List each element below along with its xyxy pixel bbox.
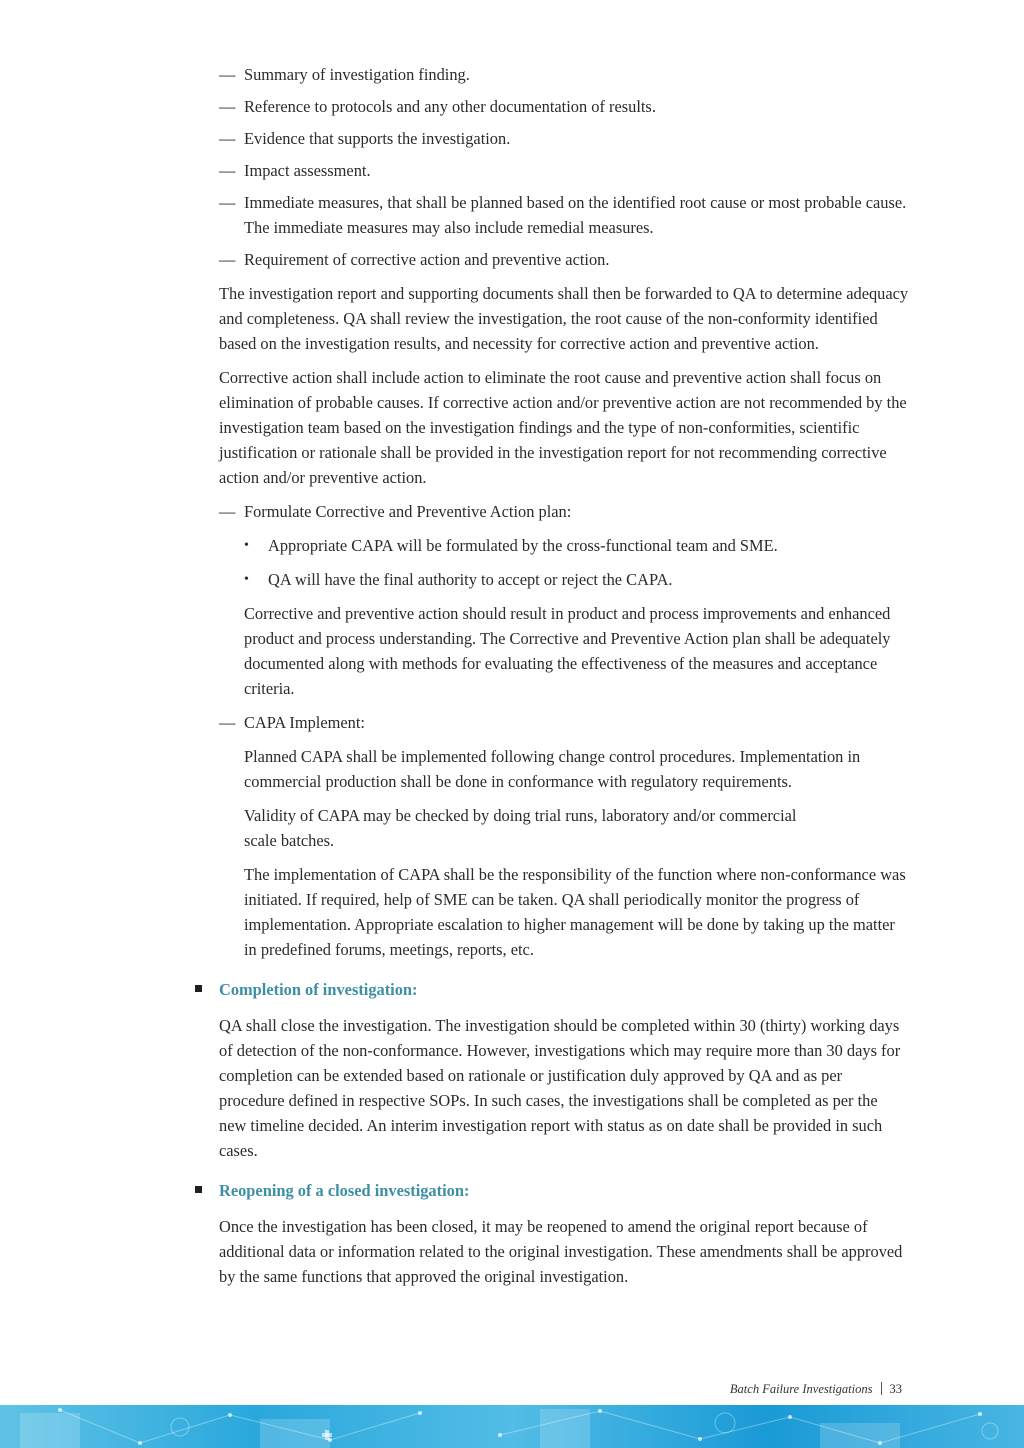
page-footer — [730, 1382, 902, 1397]
capa-plan-block — [219, 533, 909, 701]
page-number: 33 — [889, 1382, 902, 1396]
capa-implement-paragraph: The implementation of CAPA shall be the responsibility of the function where non-conformance was initiated. If required, help of SME can be taken. QA shall periodically monitor the progress of implementation. Appropriate escalation to higher management will be done by taking up the matter in predefined forums, meetings, reports, etc. — [244, 865, 906, 959]
network-pattern-icon — [0, 1405, 1024, 1448]
completion-heading-text: Completion of investigation: — [219, 980, 418, 999]
corrective-action-paragraph: Corrective action shall include action to eliminate the root cause and preventive action shall focus on elimination of probable causes. If corrective action and/or preventive action are not recommended by the investigation team based on the investigation findings and the type of non-conformities, scientific justification or rationale shall be provided in the investigation report for not recommending corrective action and/or preventive action. — [219, 368, 907, 487]
list-item: — Impact assessment. — [219, 158, 909, 183]
list-item: • QA will have the final authority to accept or reject the CAPA. — [244, 567, 909, 592]
decorative-footer-band — [0, 1405, 1024, 1448]
list-item: — Immediate measures, that shall be planned based on the identified root cause or most probable cause. The immediate measures may also include remedial measures. — [219, 190, 909, 240]
reopening-heading — [219, 1178, 909, 1203]
list-item: — Requirement of corrective action and preventive action. — [219, 247, 909, 272]
square-bullet-icon — [195, 985, 202, 992]
capa-plan-paragraph: Corrective and preventive action should result in product and process improvements and enhanced product and process understanding. The Corrective and Preventive Action plan shall be adequately documented along with methods for evaluating the effectiveness of the measures and acceptance criteria. — [244, 604, 891, 698]
square-bullet-icon — [195, 1186, 202, 1193]
main-content — [219, 62, 909, 1298]
capa-implement-paragraph: Validity of CAPA may be checked by doing trial runs, laboratory and/or commercial scale batches. — [244, 806, 797, 850]
capa-implement-paragraph: Planned CAPA shall be implemented following change control procedures. Implementation in commercial production shall be done in conformance with regulatory requirements. — [244, 747, 861, 791]
list-item: • Appropriate CAPA will be formulated by the cross-functional team and SME. — [244, 533, 909, 558]
reopening-heading-text: Reopening of a closed investigation: — [219, 1181, 470, 1200]
reopening-paragraph: Once the investigation has been closed, it may be reopened to amend the original report because of additional data or information related to the original investigation. These amendments shall be approved by the same functions that approved the original investigation. — [219, 1217, 903, 1286]
top-dash-list — [219, 62, 909, 272]
list-item: — Evidence that supports the investigation. — [219, 126, 909, 151]
list-item: — Summary of investigation finding. — [219, 62, 909, 87]
capa-implement-block — [219, 744, 909, 962]
completion-heading — [219, 977, 909, 1002]
capa-plan-heading: — Formulate Corrective and Preventive Action plan: — [219, 499, 909, 524]
completion-paragraph: QA shall close the investigation. The investigation should be completed within 30 (thirty) working days of detection of the non-conformance. However, investigations which may require more than 30 days for completion can be extended based on rationale or justification duly approved by QA and as per procedure defined in respective SOPs. In such cases, the investigations shall be completed as per the new timeline decided. An interim investigation report with status as on date shall be provided in such cases. — [219, 1016, 901, 1160]
footer-title: Batch Failure Investigations — [729, 1382, 873, 1396]
report-paragraph: The investigation report and supporting documents shall then be forwarded to QA to determine adequacy and completeness. QA shall review the investigation, the root cause of the non-conformity identified based on the investigation results, and necessity for corrective action and preventive action. — [219, 284, 909, 353]
capa-implement-heading: — CAPA Implement: — [219, 710, 909, 735]
footer-divider — [881, 1382, 882, 1395]
list-item: — Reference to protocols and any other documentation of results. — [219, 94, 909, 119]
